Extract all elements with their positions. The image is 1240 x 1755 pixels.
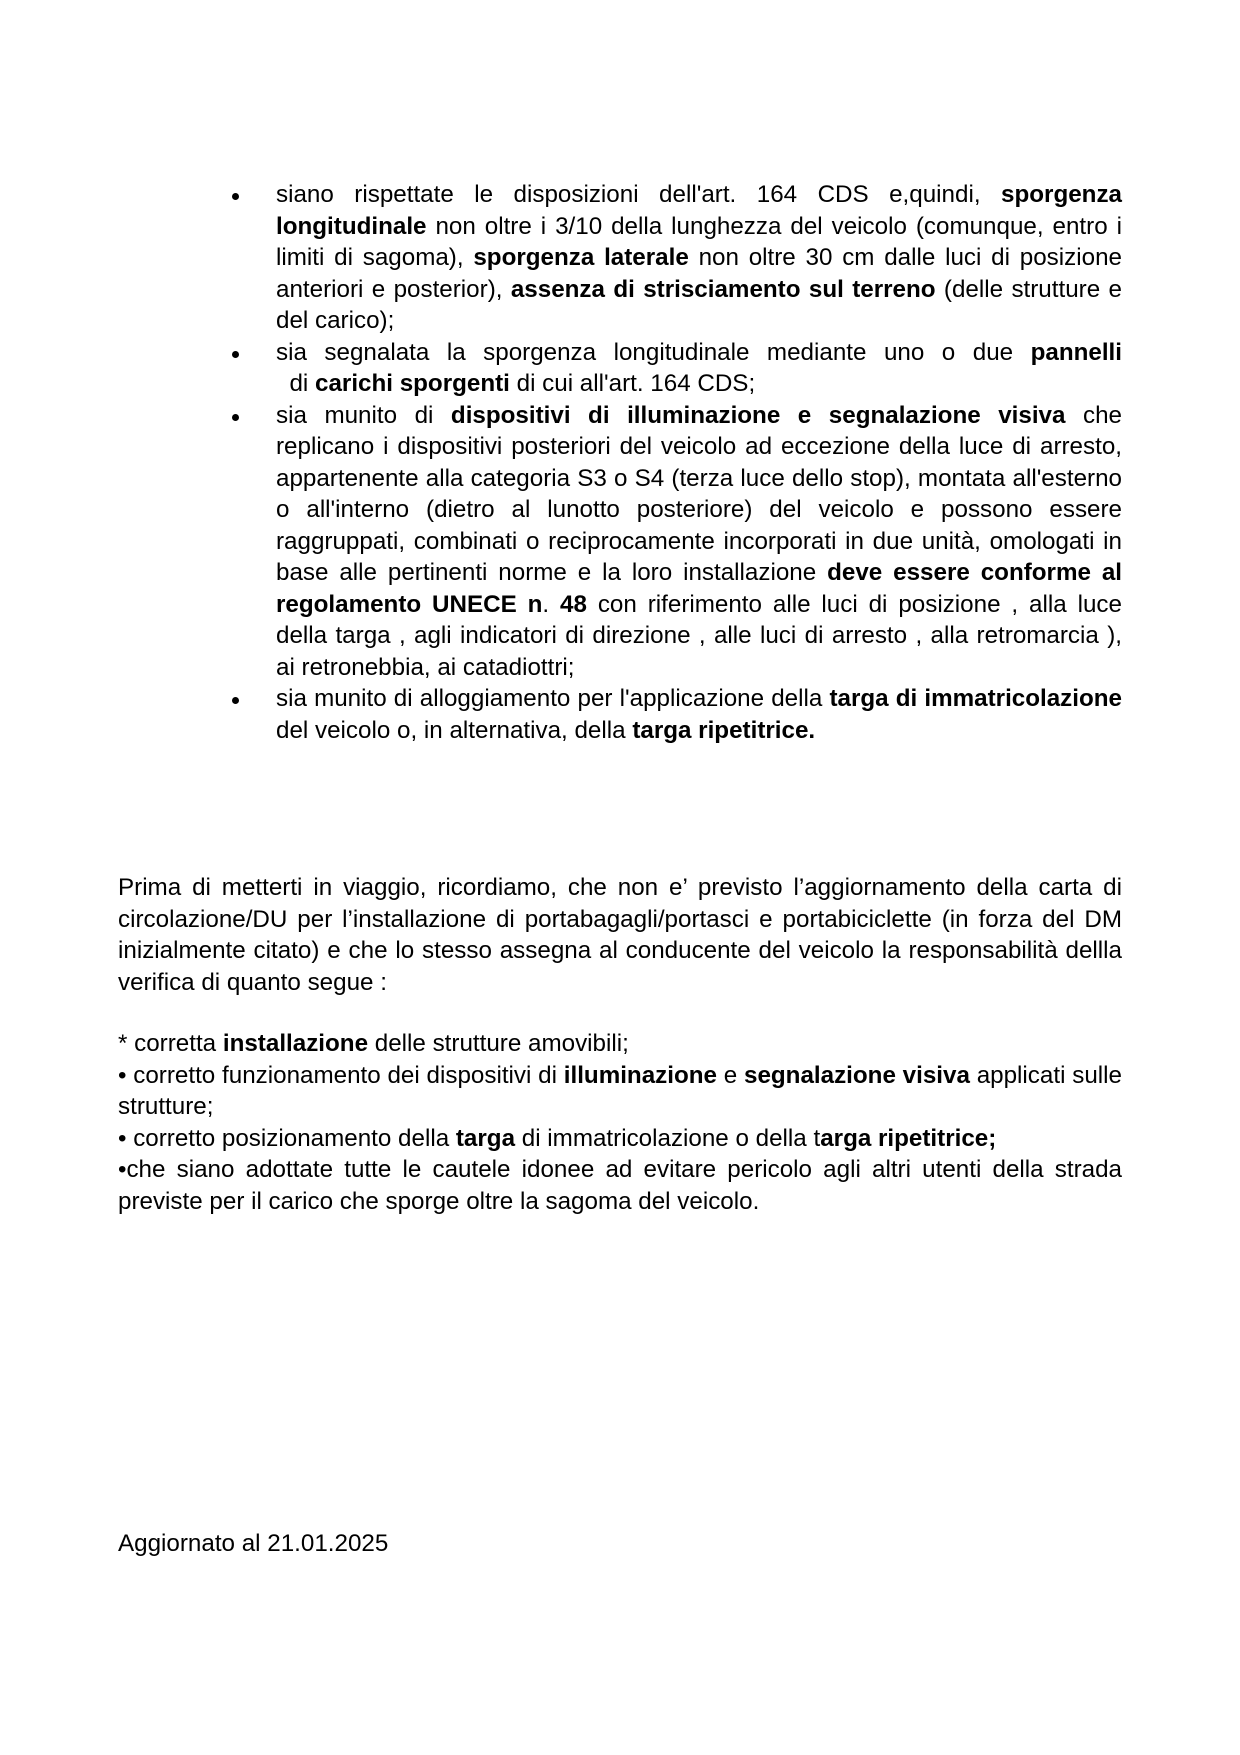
requirement-item [232,683,1122,746]
bullet-icon [232,351,239,358]
bold-segment: sporgenza laterale [473,244,689,271]
bold-segment: installazione [222,1030,369,1057]
text-segment: * corretta [118,1030,223,1057]
check-item [118,1154,1122,1217]
text-segment: . [542,590,561,618]
text-segment: delle strutture amovibili; [368,1030,629,1057]
requirement-item [232,400,1122,684]
text-segment: (delle strutture e del carico); [276,275,1122,334]
bold-segment: 48 [560,590,587,618]
bullet-icon [232,414,239,421]
bold-segment: targa di immatricolazione [829,685,1122,712]
text-segment: • corretto posizionamento della [118,1124,456,1152]
requirement-item [232,179,1122,337]
item-text [276,402,1122,681]
text-segment: • corretto funzionamento dei dispositivi di [118,1061,564,1089]
text-segment: sia munito di [276,401,451,429]
text-segment: di cui all'art. 164 CDS; [509,370,756,397]
check-item [118,1028,1122,1060]
bold-segment: segnalazione visiva [744,1061,970,1089]
text-segment: siano rispettate le disposizioni dell'art. 164 CDS e,quindi, [276,181,1002,208]
bold-segment: carichi sporgenti [315,370,510,397]
bold-segment: arga ripetitrice; [820,1124,997,1152]
text-segment: del veicolo o, in alternativa, della [276,716,633,744]
bold-segment: illuminazione [563,1061,717,1089]
intro-paragraph: Prima di metterti in viaggio, ricordiamo, che non e’ previsto l’aggiornamento della carta di circolazione/DU per l’installazione di portabagagli/portasci e portabiciclette (in forza del DM inizialmente citato) e che lo stesso assegna al conducente del veicolo la responsabilità dellla verifica di quanto segue : [118,874,1122,996]
text-segment: di [276,370,315,397]
updated-date: Aggiornato al 21.01.2025 [118,1530,389,1557]
requirements-list [232,179,1122,746]
requirement-item [232,337,1122,400]
text-segment: che replicano i dispositivi posteriori del veicolo ad eccezione della luce di arresto, appartenente alla categoria S3 o S4 (terza luce dello stop), montata all'esterno o all'interno (dietro al lunotto posteriore) del veicolo e possono essere raggruppati, combinati o reciprocamente incorporati in due unità, omologati in base alle pertinenti norme e la loro installazione [276,401,1122,586]
check-item [118,1123,1122,1155]
item-text [276,181,1122,334]
text-segment: non oltre 30 cm dalle luci di posizione anteriori e posterior), [276,244,1122,303]
item-text [276,339,1122,398]
check-item [118,1060,1122,1123]
bold-segment: pannelli [1030,338,1122,366]
bold-segment: targa [455,1124,516,1152]
text-segment: •che siano adottate tutte le cautele idonee ad evitare pericolo agli altri utenti della strada previste per il carico che sporge oltre la sagoma del veicolo. [118,1156,1122,1215]
bullet-icon [232,697,239,704]
bullet-icon [232,193,239,200]
text-segment: sia segnalata la sporgenza longitudinale mediante uno o due [276,338,1031,366]
bold-segment: assenza di strisciamento sul terreno [510,275,936,303]
driver-checks-list [118,1028,1122,1217]
item-text [276,685,1122,744]
text-segment: applicati sulle strutture; [118,1061,1122,1120]
bold-segment: sporgenza longitudinale [276,181,1122,240]
text-segment: di immatricolazione o della t [515,1124,821,1152]
bold-segment: deve essere conforme al regolamento UNECE n [276,559,1122,618]
text-segment: e [716,1061,744,1089]
text-segment: non oltre i 3/10 della lunghezza del veicolo (comunque, entro i limiti di sagoma), [276,212,1122,271]
text-segment: con riferimento alle luci di posizione , alla luce della targa , agli indicatori di direzione , alle luci di arresto , alla retromarcia ), ai retronebbia, ai catadiottri; [276,590,1122,681]
bold-segment: dispositivi di illuminazione e segnalazione visiva [450,401,1066,429]
text-segment: sia munito di alloggiamento per l'applicazione della [276,685,830,712]
bold-segment: targa ripetitrice. [632,716,816,744]
